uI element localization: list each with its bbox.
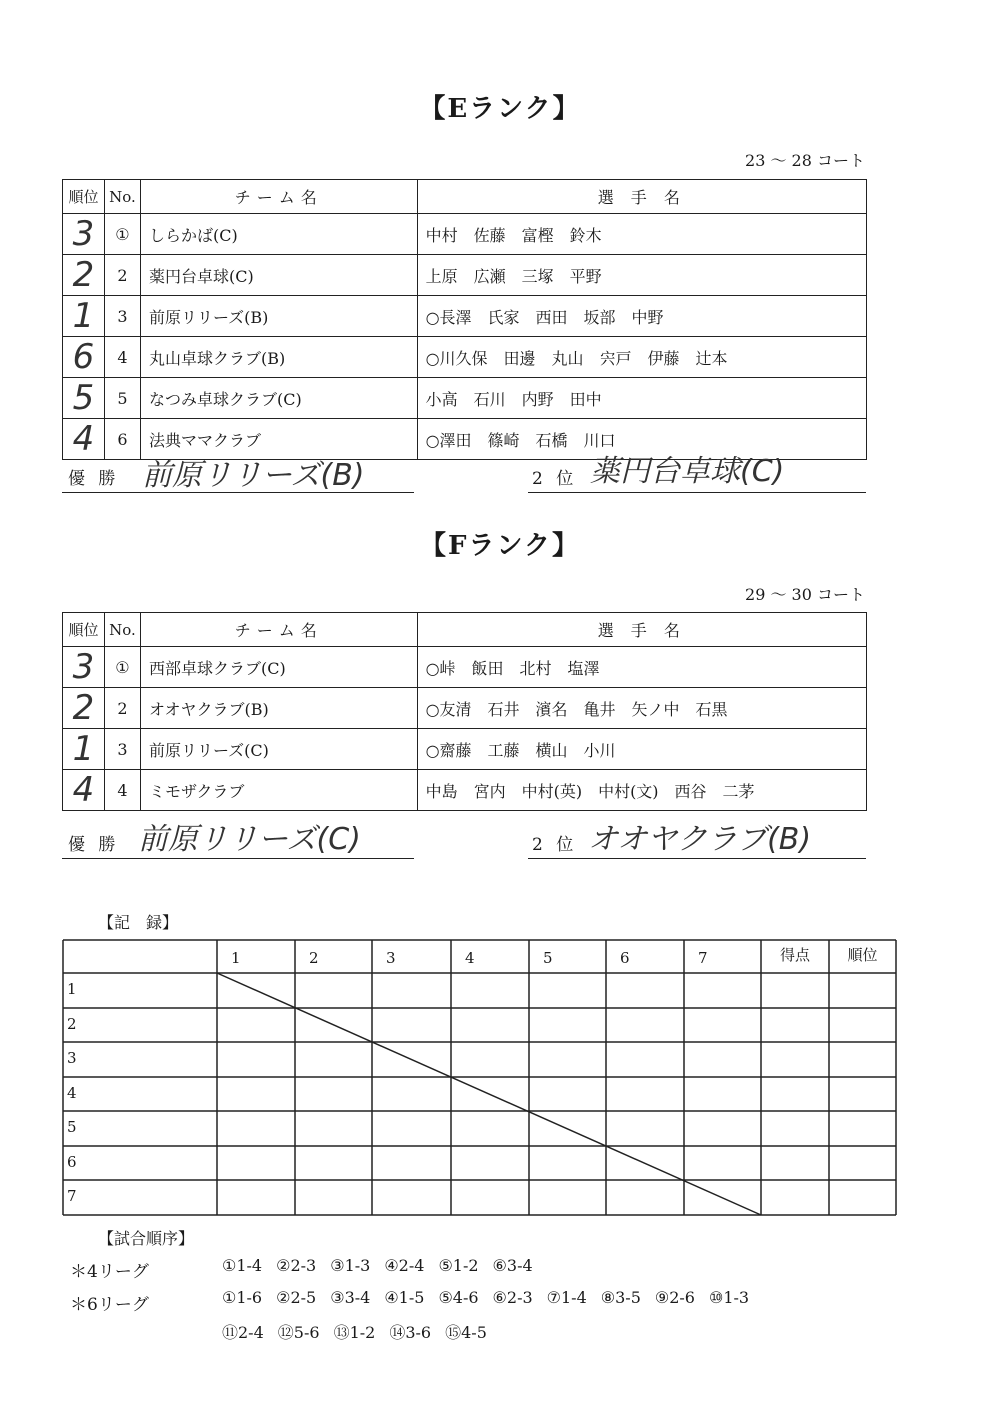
match-entry: ④1-5 [384,1288,425,1307]
no-cell: ① [104,214,140,255]
grid-labels [67,946,878,1205]
team-cell: 前原リリーズ(C) [140,729,417,770]
match-entry: ③3-4 [330,1288,371,1307]
record-row-header: 6 [67,1153,77,1171]
league-6-line-1 [222,1288,763,1307]
record-row-header: 2 [67,1015,77,1033]
e-rank-title: 【Eランク】 [419,94,581,124]
rank-header: 順位 [63,613,105,647]
league-6-line-2 [222,1320,501,1343]
players-header: 選 手 名 [417,613,866,647]
rank-cell: 3 [63,647,105,688]
e-winner-label: 優 勝 [68,469,120,489]
no-cell: 3 [104,296,140,337]
record-row-header: 7 [67,1187,77,1205]
team-header: チーム名 [140,180,417,214]
e-second-value: 薬円台卓球(C) [590,454,785,489]
record-col-header: 5 [543,949,553,967]
f-winner-value: 前原リリーズ(C) [138,822,361,857]
match-entry: ①1-4 [222,1256,263,1275]
rank-cell: 4 [63,419,105,460]
record-label: 【記 録】 [98,913,179,932]
league-4-line-1 [222,1256,547,1275]
match-entry: ⑩1-3 [708,1288,750,1307]
match-entry: ⑫5-6 [277,1323,320,1342]
match-entry: ⑤4-6 [438,1288,479,1307]
players-cell: 中島 宮内 中村(英) 中村(文) 西谷 二茅 [417,770,866,811]
players-cell: 上原 広瀬 三塚 平野 [417,255,866,296]
match-entry: ⑭3-6 [389,1323,432,1342]
players-cell: ○齋藤 工藤 横山 小川 [417,729,866,770]
team-cell: しらかば(C) [140,214,417,255]
rank-cell: 6 [63,337,105,378]
players-cell: ○澤田 篠崎 石橋 川口 [417,419,866,460]
e-second-label: 2 位 [532,469,578,489]
grid-diagonal-line [217,973,761,1215]
league-4-name: ＊4リーグ [70,1262,149,1282]
match-order-label: 【試合順序】 [98,1229,195,1248]
team-cell: 丸山卓球クラブ(B) [140,337,417,378]
rank-cell: 2 [63,688,105,729]
match-entry: ⑨2-6 [654,1288,695,1307]
match-entry: ⑧3-5 [600,1288,641,1307]
rank-cell: 2 [63,255,105,296]
record-col-header: 順位 [847,946,878,964]
record-col-header: 6 [620,949,630,967]
players-cell: ○峠 飯田 北村 塩澤 [417,647,866,688]
match-entry: ⑮4-5 [445,1323,487,1342]
players-cell: 小高 石川 内野 田中 [417,378,866,419]
players-cell: ○長澤 氏家 西田 坂部 中野 [417,296,866,337]
no-cell: 6 [104,419,140,460]
no-cell: ① [104,647,140,688]
record-row-header: 1 [67,980,77,998]
e-rank-court: 23 ～ 28 コート [745,151,865,170]
team-cell: 西部卓球クラブ(C) [140,647,417,688]
f-winner-label: 優 勝 [68,835,120,855]
f-second-label: 2 位 [532,835,578,855]
grid-lines [63,940,896,1215]
team-cell: ミモザクラブ [140,770,417,811]
team-cell: なつみ卓球クラブ(C) [140,378,417,419]
record-col-header: 得点 [779,946,811,964]
record-col-header: 4 [465,949,475,967]
rank-cell: 4 [63,770,105,811]
record-col-header: 1 [231,949,241,967]
no-header: No. [104,180,140,214]
match-entry: ⑬1-2 [333,1323,376,1342]
record-row-header: 5 [67,1118,77,1136]
match-entry: ②2-5 [276,1288,317,1307]
record-row-header: 3 [67,1049,77,1067]
players-header: 選 手 名 [417,180,866,214]
no-cell: 2 [104,688,140,729]
match-entry: ⑪2-4 [222,1323,264,1342]
f-rank-court: 29 ～ 30 コート [745,585,865,604]
match-entry: ⑦1-4 [546,1288,587,1307]
match-entry: ⑥2-3 [492,1288,533,1307]
rank-header: 順位 [63,180,105,214]
team-cell: 薬円台卓球(C) [140,255,417,296]
match-entry: ⑤1-2 [438,1256,479,1275]
no-cell: 3 [104,729,140,770]
team-cell: 法典ママクラブ [140,419,417,460]
team-header: チーム名 [140,613,417,647]
no-cell: 4 [104,337,140,378]
team-cell: 前原リリーズ(B) [140,296,417,337]
match-entry: ⑥3-4 [492,1256,533,1275]
players-cell: ○友清 石井 濱名 亀井 矢ノ中 石黒 [417,688,866,729]
record-col-header: 3 [386,949,396,967]
league-6-name: ＊6リーグ [70,1295,149,1315]
no-cell: 2 [104,255,140,296]
match-entry: ③1-3 [330,1256,371,1275]
match-entry: ②2-3 [276,1256,317,1275]
players-cell: ○川久保 田邊 丸山 宍戸 伊藤 辻本 [417,337,866,378]
rank-cell: 1 [63,729,105,770]
f-second-value: オオヤクラブ(B) [588,822,812,857]
rank-cell: 1 [63,296,105,337]
no-cell: 5 [104,378,140,419]
team-cell: オオヤクラブ(B) [140,688,417,729]
match-entry: ①1-6 [222,1288,263,1307]
record-col-header: 7 [698,949,708,967]
rank-cell: 5 [63,378,105,419]
no-cell: 4 [104,770,140,811]
f-rank-title: 【Fランク】 [420,531,580,561]
e-winner-value: 前原リリーズ(B) [142,458,365,493]
no-header: No. [104,613,140,647]
players-cell: 中村 佐藤 富樫 鈴木 [417,214,866,255]
record-row-header: 4 [67,1084,77,1102]
match-entry: ④2-4 [384,1256,425,1275]
rank-cell: 3 [63,214,105,255]
record-col-header: 2 [309,949,319,967]
